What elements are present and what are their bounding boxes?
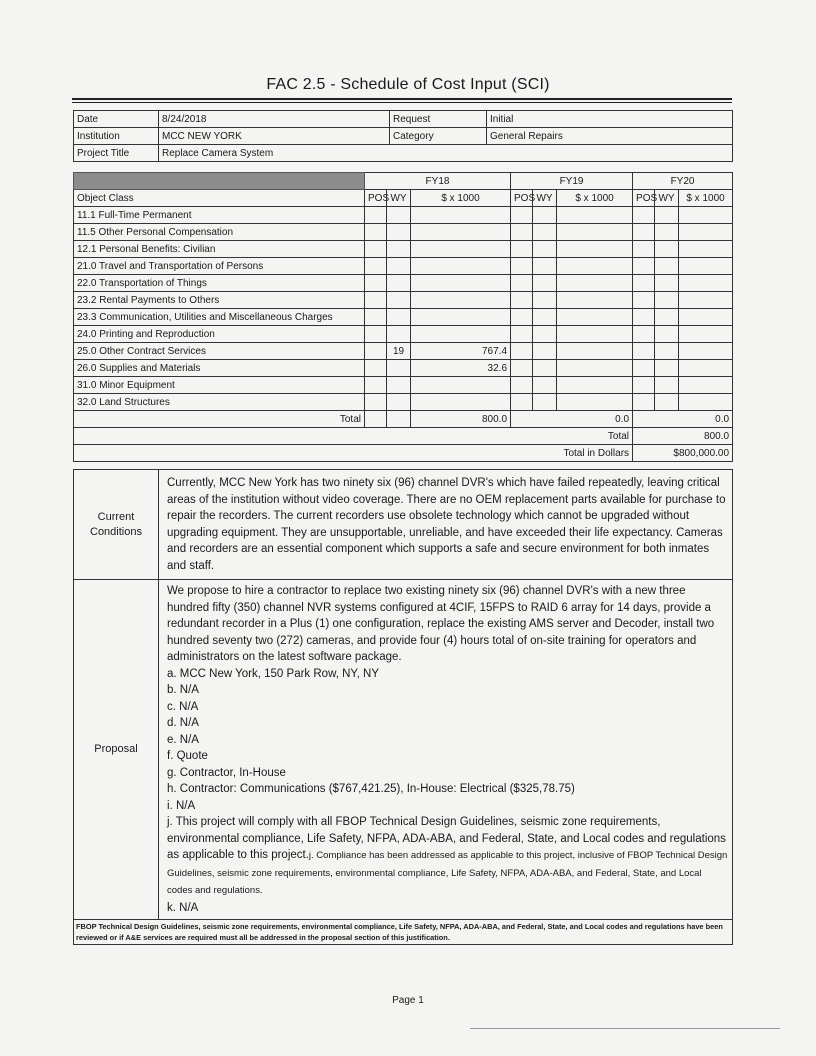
object-class-cell: 26.0 Supplies and Materials [74,360,365,377]
total-fy20: 0.0 [679,411,733,428]
fy18-amount-cell: 767.4 [411,343,511,360]
proposal-item-j-small: j. Compliance has been addressed as applicable to this project, inclusive of FBOP Technical Design Guidelines, seismic zone requirements, environmental compliance, Life Safety, NFPA, ADA-ABA, and Federal, State, and Local codes and regulations. [167,850,728,896]
cost-row [74,224,733,241]
fy19-wy-cell [533,224,557,241]
proposal-item-j [167,814,728,900]
total-fy18-wy [387,411,411,428]
fy18-amount-cell [411,377,511,394]
fy19-wy-cell [533,292,557,309]
fy18-wy-header: WY [387,190,411,207]
fy18-amount-cell [411,207,511,224]
fy20-wy-cell [655,241,679,258]
cost-row [74,241,733,258]
fy19-wy-header: WY [533,190,557,207]
fbop-footnote: FBOP Technical Design Guidelines, seismic zone requirements, environmental compliance, Life Safety, NFPA, ADA-ABA, and Federal, State, and Local codes and regulations have been reviewed or if A&E services are required must all be addressed in the proposal section of this justification. [74,920,733,945]
fy20-wy-cell [655,224,679,241]
fy19-pos-cell [511,360,533,377]
cost-row [74,258,733,275]
fy18-amount-cell [411,394,511,411]
total-fy19-wy [533,411,557,428]
cost-row [74,377,733,394]
fy19-header: FY19 [511,173,633,190]
fy20-amount-cell [679,326,733,343]
fy18-pos-cell [365,258,387,275]
fy18-amount-cell: 32.6 [411,360,511,377]
fy18-pos-cell [365,224,387,241]
fy19-wy-cell [533,360,557,377]
grand-total-value: 800.0 [633,428,733,445]
fy20-wy-cell [655,207,679,224]
fy20-amount-cell [679,394,733,411]
fy19-pos-cell [511,292,533,309]
fy20-amount-cell [679,258,733,275]
cost-row [74,394,733,411]
fy20-pos-cell [633,309,655,326]
total-fy20-wy [655,411,679,428]
total-fy18-pos [365,411,387,428]
fy18-amount-header: $ x 1000 [411,190,511,207]
fy18-wy-cell [387,377,411,394]
fy18-header: FY18 [365,173,511,190]
fy19-amount-header: $ x 1000 [557,190,633,207]
object-class-cell: 22.0 Transportation of Things [74,275,365,292]
fy20-pos-cell [633,258,655,275]
proposal-item-f: f. Quote [167,750,208,762]
project-title-value: Replace Camera System [159,145,733,162]
fy18-pos-header: POS [365,190,387,207]
fy19-wy-cell [533,275,557,292]
fy20-amount-cell [679,275,733,292]
request-value: Initial [487,111,733,128]
fy20-amount-cell [679,207,733,224]
fy18-pos-cell [365,207,387,224]
fy18-wy-cell [387,326,411,343]
proposal-body [159,580,733,920]
scan-edge-line [470,1028,780,1029]
fy19-amount-cell [557,275,633,292]
fy18-wy-cell [387,360,411,377]
fy19-amount-cell [557,377,633,394]
fy19-pos-cell [511,394,533,411]
fy18-wy-cell [387,258,411,275]
fy20-pos-cell [633,241,655,258]
fy20-amount-cell [679,343,733,360]
fy18-wy-cell [387,224,411,241]
fy20-amount-cell [679,241,733,258]
object-class-cell: 32.0 Land Structures [74,394,365,411]
total-label: Total [74,411,365,428]
fy18-pos-cell [365,326,387,343]
page-number: Page 1 [392,995,424,1006]
object-class-cell: 11.1 Full-Time Permanent [74,207,365,224]
fy19-pos-cell [511,258,533,275]
fy19-pos-cell [511,309,533,326]
fy20-wy-cell [655,275,679,292]
fy19-pos-cell [511,224,533,241]
fy18-amount-cell [411,275,511,292]
proposal-item-j-main: j. This project will comply with all FBOP Technical Design Guidelines, seismic zone requirements, environmental compliance, Life Safety, NFPA, ADA-ABA, and Federal, State, and Local codes and regulations as applicable to this project. [167,816,726,861]
object-class-cell: 25.0 Other Contract Services [74,343,365,360]
fy18-pos-cell [365,343,387,360]
fy18-pos-cell [365,377,387,394]
fy19-wy-cell [533,394,557,411]
fy19-amount-cell [557,258,633,275]
fy20-wy-cell [655,360,679,377]
fy20-wy-cell [655,394,679,411]
cost-row [74,360,733,377]
total-fy20-pos [633,411,655,428]
cost-table [73,172,733,462]
fy19-pos-cell [511,241,533,258]
fy19-amount-cell [557,394,633,411]
total-dollars-label: Total in Dollars [74,445,633,462]
fy19-amount-cell [557,292,633,309]
fy20-pos-cell [633,224,655,241]
fy20-wy-cell [655,377,679,394]
total-fy19: 0.0 [557,411,633,428]
proposal-item-a: a. MCC New York, 150 Park Row, NY, NY [167,667,379,680]
institution-label: Institution [74,128,159,145]
fy18-wy-cell [387,207,411,224]
fy18-wy-cell [387,275,411,292]
proposal-item-b: b. N/A [167,684,199,696]
fy19-wy-cell [533,241,557,258]
title-rule-bottom [72,102,732,103]
fy20-wy-cell [655,309,679,326]
fy20-wy-header: WY [655,190,679,207]
fy19-wy-cell [533,207,557,224]
page-title: FAC 2.5 - Schedule of Cost Input (SCI) [266,76,550,93]
fy20-pos-header: POS [633,190,655,207]
proposal-label: Proposal [74,580,159,920]
cost-row [74,326,733,343]
fy18-amount-cell [411,326,511,343]
fy18-pos-cell [365,241,387,258]
total-fy19-pos [511,411,533,428]
fy20-pos-cell [633,292,655,309]
fy18-amount-cell [411,241,511,258]
fy19-pos-cell [511,275,533,292]
fy18-pos-cell [365,309,387,326]
fy20-wy-cell [655,258,679,275]
fy20-wy-cell [655,326,679,343]
fy19-wy-cell [533,258,557,275]
fy20-wy-cell [655,292,679,309]
fy18-amount-cell [411,292,511,309]
fy20-pos-cell [633,394,655,411]
shaded-corner [74,173,365,190]
current-conditions-text: Currently, MCC New York has two ninety six (96) channel DVR's which have failed repeatedly, leaving critical areas of the institution without video coverage. There are no OEM replacement parts available for purchase to repair the recorders. The current recorders use obsolete technology which cannot be upgraded without upgrading equipment. They are unsupportable, unreliable, and have exceeded their life expectancy. Cameras and recorders are an essential component which supports a safe and secure environment for both inmates and staff. [159,470,733,580]
date-value: 8/24/2018 [159,111,390,128]
fy19-pos-cell [511,326,533,343]
cost-row [74,343,733,360]
fy20-wy-cell [655,343,679,360]
fy19-amount-cell [557,360,633,377]
proposal-item-k: k. N/A [167,901,199,914]
category-value: General Repairs [487,128,733,145]
fy18-wy-cell: 19 [387,343,411,360]
title-rule-top [72,98,732,100]
fy19-amount-cell [557,241,633,258]
fy19-pos-cell [511,207,533,224]
fy20-amount-cell [679,360,733,377]
fy20-pos-cell [633,360,655,377]
fy19-amount-cell [557,224,633,241]
fy18-wy-cell [387,394,411,411]
fy18-wy-cell [387,241,411,258]
proposal-item-d: d. N/A [167,717,199,729]
fy19-pos-cell [511,377,533,394]
header-table [73,110,733,162]
grand-total-label: Total [74,428,633,445]
current-conditions-label: Current Conditions [74,470,159,580]
narrative-table [73,469,733,945]
cost-row [74,275,733,292]
fy20-amount-cell [679,224,733,241]
fy18-pos-cell [365,360,387,377]
institution-value: MCC NEW YORK [159,128,390,145]
total-fy18: 800.0 [411,411,511,428]
proposal-item-h: h. Contractor: Communications ($767,421.25), In-House: Electrical ($325,78.75) [167,783,575,795]
fy20-header: FY20 [633,173,733,190]
cost-row [74,207,733,224]
proposal-item-e: e. N/A [167,733,199,746]
fy20-pos-cell [633,326,655,343]
fy18-wy-cell [387,309,411,326]
cost-row [74,292,733,309]
proposal-item-i: i. N/A [167,799,196,812]
proposal-item-c: c. N/A [167,700,199,713]
fy18-pos-cell [365,292,387,309]
fy18-amount-cell [411,224,511,241]
object-class-cell: 21.0 Travel and Transportation of Persons [74,258,365,275]
fy20-pos-cell [633,275,655,292]
request-label: Request [390,111,487,128]
fy19-amount-cell [557,207,633,224]
fy19-wy-cell [533,309,557,326]
fy18-wy-cell [387,292,411,309]
fy19-wy-cell [533,343,557,360]
fy19-amount-cell [557,343,633,360]
proposal-intro: We propose to hire a contractor to replace two existing ninety six (96) channel DVR's with a new three hundred fifty (350) channel NVR systems configured at 4CIF, 15FPS to RAID 6 array for 14 days, provide a redundant recorder in a Plus (1) one configuration, replace the existing AMS server and Decoder, install two hundred seventy two (272) cameras, and provide four (4) hours total of on-site training for operators and administrators on the latest software package. [167,585,715,663]
fy20-amount-cell [679,292,733,309]
fy18-pos-cell [365,275,387,292]
proposal-item-g: g. Contractor, In-House [167,766,286,779]
object-class-cell: 12.1 Personal Benefits: Civilian [74,241,365,258]
fy19-pos-cell [511,343,533,360]
fy19-pos-header: POS [511,190,533,207]
fy20-pos-cell [633,377,655,394]
object-class-cell: 23.2 Rental Payments to Others [74,292,365,309]
fy18-amount-cell [411,258,511,275]
fy19-wy-cell [533,377,557,394]
object-class-cell: 24.0 Printing and Reproduction [74,326,365,343]
fy20-amount-cell [679,309,733,326]
fy20-pos-cell [633,343,655,360]
fy19-amount-cell [557,326,633,343]
fy20-amount-cell [679,377,733,394]
object-class-cell: 11.5 Other Personal Compensation [74,224,365,241]
total-dollars-value: $800,000.00 [633,445,733,462]
object-class-header: Object Class [74,190,365,207]
fy20-amount-header: $ x 1000 [679,190,733,207]
fy18-amount-cell [411,309,511,326]
project-title-label: Project Title [74,145,159,162]
category-label: Category [390,128,487,145]
date-label: Date [74,111,159,128]
fy19-amount-cell [557,309,633,326]
object-class-cell: 31.0 Minor Equipment [74,377,365,394]
fy18-pos-cell [365,394,387,411]
cost-row [74,309,733,326]
fy19-wy-cell [533,326,557,343]
object-class-cell: 23.3 Communication, Utilities and Miscellaneous Charges [74,309,365,326]
fy20-pos-cell [633,207,655,224]
